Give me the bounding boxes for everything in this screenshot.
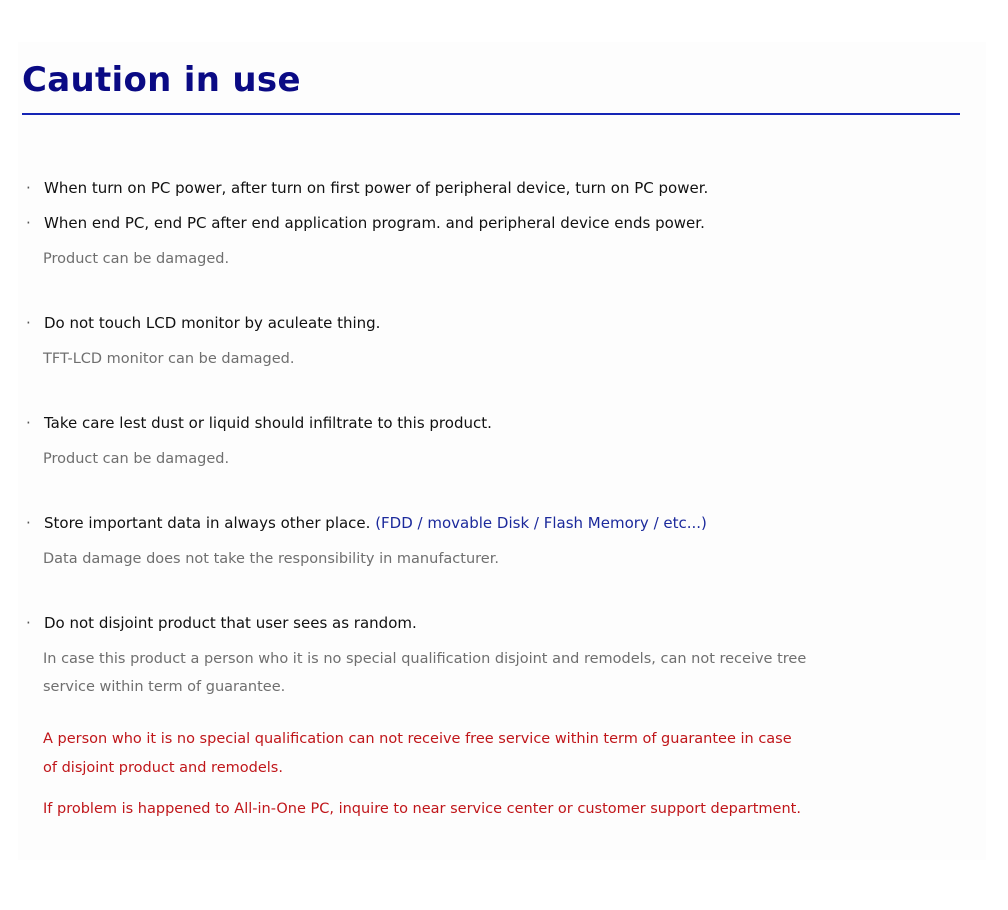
caution-item-power-on <box>26 181 708 196</box>
storage-media-note: (FDD / movable Disk / Flash Memory / etc...) <box>375 514 707 532</box>
caution-note-data: Data damage does not take the responsibility in manufacturer. <box>43 551 499 567</box>
warning-guarantee-1: A person who it is no special qualification can not receive free service within term of guarantee in case <box>43 731 792 747</box>
bullet-icon: · <box>26 179 31 197</box>
caution-note-dust: Product can be damaged. <box>43 451 230 467</box>
caution-note-power: Product can be damaged. <box>43 251 230 267</box>
caution-item-power-off <box>26 216 705 231</box>
item-text: Store important data in always other place. <box>44 514 371 532</box>
page-title: Caution in use <box>22 60 301 100</box>
item-text: Do not disjoint product that user sees as random. <box>44 614 417 632</box>
warning-guarantee-2: of disjoint product and remodels. <box>43 760 283 776</box>
caution-note-lcd: TFT-LCD monitor can be damaged. <box>43 351 295 367</box>
bullet-icon: · <box>26 214 31 232</box>
caution-item-dust <box>26 416 492 431</box>
caution-item-lcd <box>26 316 380 331</box>
item-text: Take care lest dust or liquid should infiltrate to this product. <box>44 414 492 432</box>
bullet-icon: · <box>26 614 31 632</box>
bullet-icon: · <box>26 514 31 532</box>
item-text: When turn on PC power, after turn on first power of peripheral device, turn on PC power. <box>44 179 709 197</box>
warning-service-center: If problem is happened to All-in-One PC, inquire to near service center or customer support department. <box>43 801 801 817</box>
item-text: Do not touch LCD monitor by aculeate thing. <box>44 314 381 332</box>
caution-note-disjoint-1: In case this product a person who it is no special qualification disjoint and remodels, can not receive tree <box>43 651 807 667</box>
item-text: When end PC, end PC after end application program. and peripheral device ends power. <box>44 214 705 232</box>
title-divider <box>22 113 960 115</box>
caution-item-disjoint <box>26 616 417 631</box>
caution-item-data <box>26 516 707 531</box>
bullet-icon: · <box>26 314 31 332</box>
bullet-icon: · <box>26 414 31 432</box>
caution-note-disjoint-2: service within term of guarantee. <box>43 679 286 695</box>
